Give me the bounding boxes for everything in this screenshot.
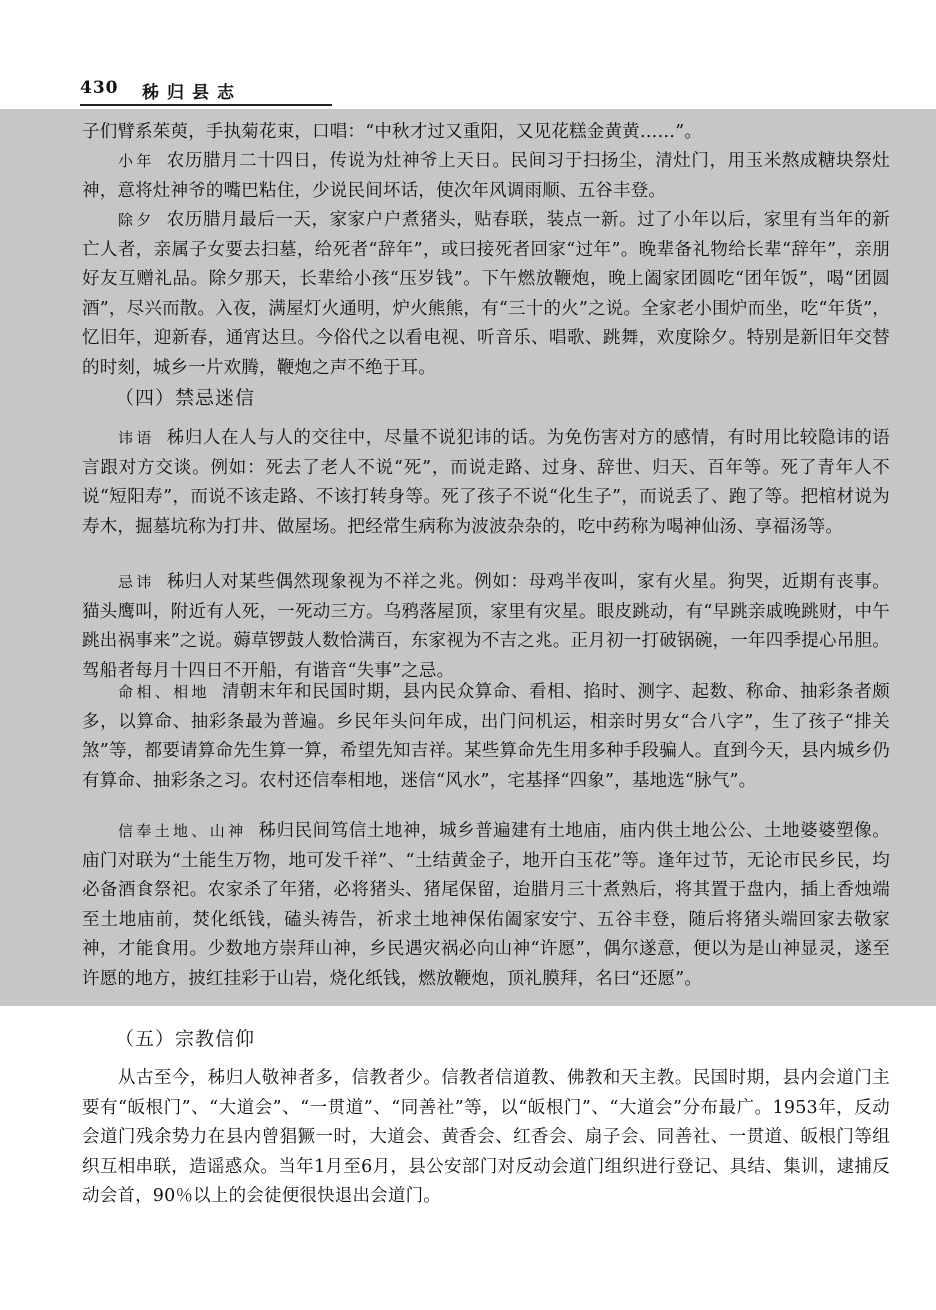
entry-text: 秭归民间笃信土地神，城乡普遍建有土地庙，庙内供土地公公、土地婆婆塑像。庙门对联为“土能生万物，地可发千祥”、“土结黄金子，地开白玉花”等。逢年过节，无论市民乡民，均必备酒食祭祀。农家杀了年猪，必将猪头、猪尾保留，迨腊月三十煮熟后，将其置于盘内，插上香烛端至土地庙前，焚化纸钱，磕头祷告，祈求土地神保佑阖家安宁、五谷丰登，随后将猪头端回家去敬家神，才能食用。少数地方崇拜山神，乡民遇灾祸必向山神“许愿”，偶尔遂意，便以为是山神显灵，遂至许愿的地方，披红挂彩于山岩，烧化纸钱，燃放鞭炮，顶礼膜拜，名曰“还愿”。 — [82, 821, 890, 989]
festival-chuxi — [82, 206, 890, 383]
term-label: 除夕 — [118, 211, 155, 229]
section-heading-five: （五）宗教信仰 — [115, 1028, 256, 1050]
entry-text: 秭归人在人与人的交往中，尽量不说犯讳的话。为免伤害对方的感情，有时用比较隐讳的语言跟对方交谈。例如：死去了老人不说“死”，而说走路、过身、辞世、归天、百年等。死了青年人不说“短阳寿”，而说不该走路、不该打转身等。死了孩子不说“化生子”，而说丢了、跑了等。把棺材说为寿木，掘墓坑称为打井、做屋场。把经常生病称为波波杂杂的，吃中药称为喝神仙汤、享福汤等。 — [82, 428, 890, 537]
opening-line — [82, 118, 890, 148]
term-label: 讳语 — [118, 429, 155, 447]
entry-jihui — [82, 568, 890, 686]
term-label: 忌讳 — [118, 573, 155, 591]
term-label: 命相、相地 — [118, 683, 210, 701]
entry-text: 农历腊月二十四日，传说为灶神爷上天日。民间习于扫扬尘，清灶门，用玉米熬成糖块祭灶神，意将灶神爷的嘴巴粘住，少说民间坏话，使次年风调雨顺、五谷丰登。 — [82, 151, 890, 201]
festival-xiaonian — [82, 147, 890, 206]
entry-huiyu — [82, 424, 890, 542]
page-number: 430 — [80, 78, 119, 98]
entry-text: 清朝末年和民国时期，县内民众算命、看相、掐时、测字、起数、称命、抽彩条者颇多，以算命、抽彩条最为普遍。乡民年头问年成，出门问机运，相亲时男女“合八字”，生了孩子“排关煞”等，都要请算命先生算一算，希望先知吉祥。某些算命先生用多种手段骗人。直到今天，县内城乡仍有算命、抽彩条之习。农村还信奉相地，迷信“风水”，宅基择“四象”，基地选“脉气”。 — [82, 682, 890, 791]
term-label: 信奉土地、山神 — [118, 822, 247, 840]
header-rule — [80, 104, 332, 106]
section-heading-four: （四）禁忌迷信 — [115, 387, 256, 409]
entry-mingxiang — [82, 678, 890, 796]
opening-text: 子们臂系茱萸，手执菊花束，口唱：“中秋才过又重阳，又见花糕金黄黄……”。 — [82, 122, 703, 142]
entry-text: 农历腊月最后一天，家家户户煮猪头，贴春联，装点一新。过了小年以后，家里有当年的新亡人者，亲属子女要去扫墓，给死者“辞年”，或曰接死者回家“过年”。晚辈备礼物给长辈“辞年”，亲朋好友互赠礼品。除夕那天，长辈给小孩“压岁钱”。下午燃放鞭炮，晚上阖家团圆吃“团年饭”，喝“团圆酒”，尽兴而散。入夜，满屋灯火通明，炉火熊熊，有“三十的火”之说。全家老小围炉而坐，吃“年货”，忆旧年，迎新春，通宵达旦。今俗代之以看电视、听音乐、唱歌、跳舞，欢度除夕。特别是新旧年交替的时刻，城乡一片欢腾，鞭炮之声不绝于耳。 — [82, 210, 890, 378]
religion-paragraph — [82, 1064, 890, 1212]
paragraph-text: 从古至今，秭归人敬神者多，信教者少。信教者信道教、佛教和天主教。民国时期，县内会道门主要有“皈根门”、“大道会”、“一贯道”、“同善社”等，以“皈根门”、“大道会”分布最广。1953年，反动会道门残余势力在县内曾猖獗一时，大道会、黄香会、红香会、扇子会、同善社、一贯道、皈根门等组织互相串联，造谣惑众。当年1月至6月，县公安部门对反动会道门组织进行登记、具结、集训，逮捕反动会首，90％以上的会徒便很快退出会道门。 — [82, 1068, 890, 1206]
running-header — [80, 74, 332, 106]
term-label: 小年 — [118, 152, 155, 170]
entry-text: 秭归人对某些偶然现象视为不祥之兆。例如：母鸡半夜叫，家有火星。狗哭，近期有丧事。猫头鹰叫，附近有人死，一死动三方。乌鸦落屋顶，家里有灾星。眼皮跳动，有“早跳亲戚晚跳财，中午跳出祸事来”之说。薅草锣鼓人数恰满百，东家视为不吉之兆。正月初一打破锅碗，一年四季提心吊胆。驾船者每月十四日不开船，有谐音“失事”之忌。 — [82, 572, 890, 681]
entry-tudi-shanshen — [82, 817, 890, 994]
book-title: 秭归县志 — [142, 83, 242, 103]
